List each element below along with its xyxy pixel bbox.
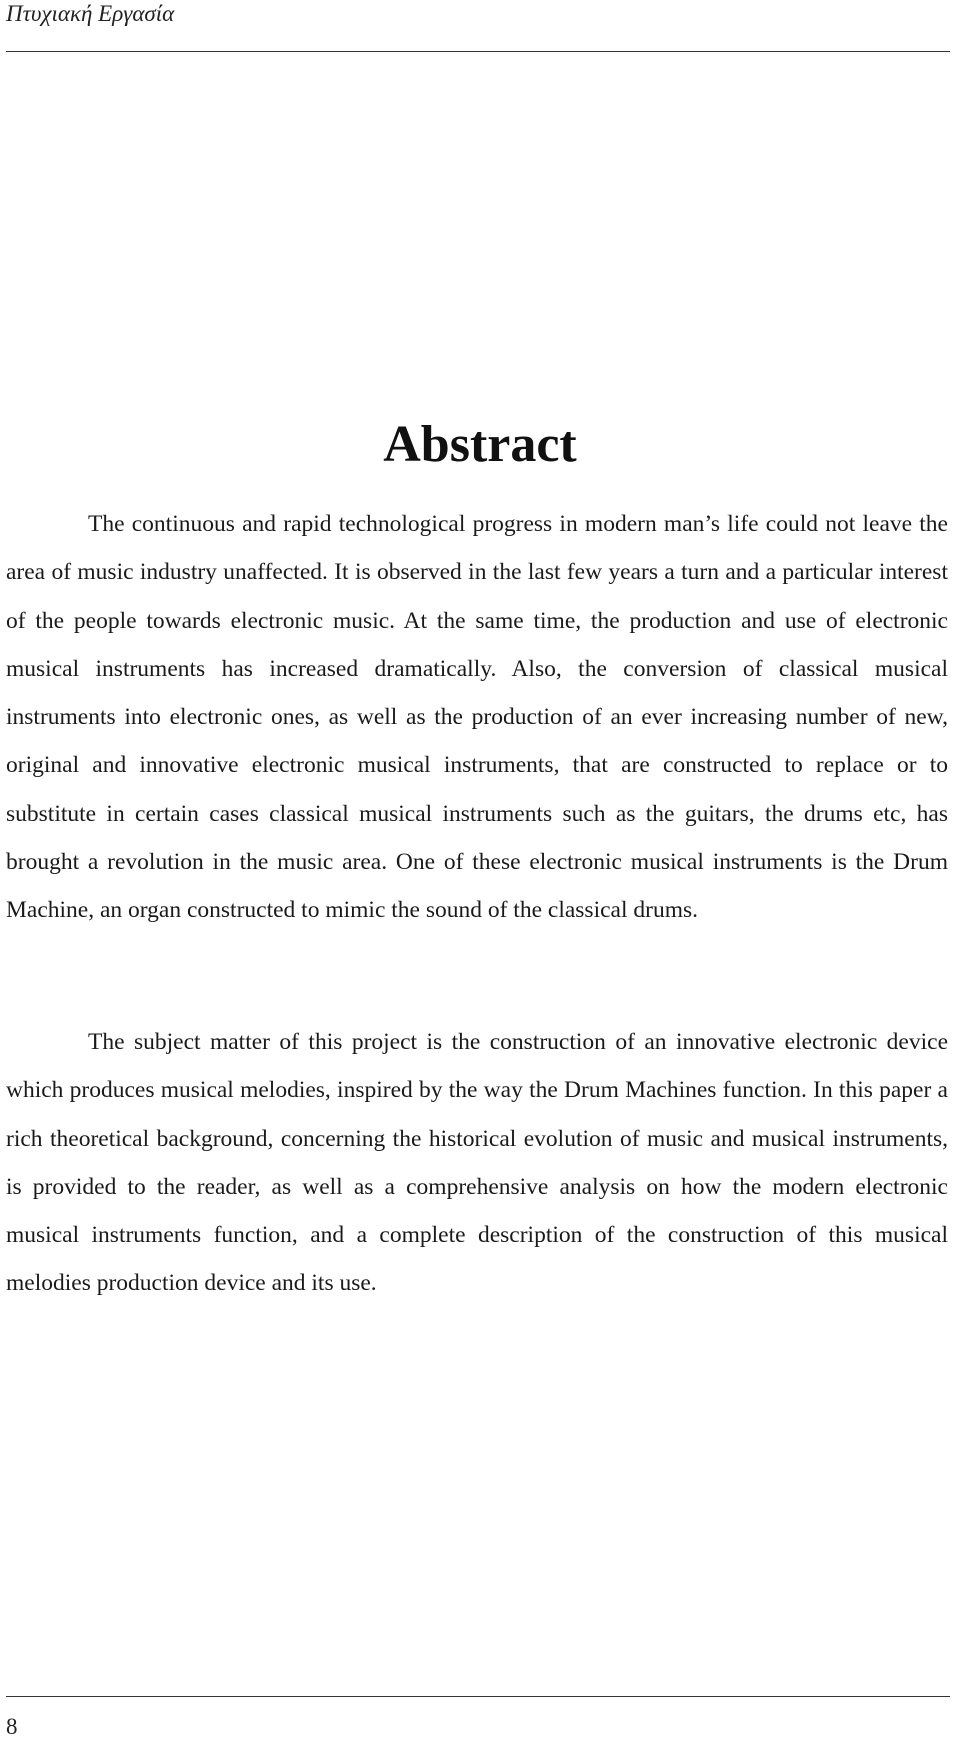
abstract-title: Abstract (383, 415, 577, 473)
abstract-paragraph-1: The continuous and rapid technological progress in modern man’s life could not leave the area of music industry unaffected. It is observed in the last few years a turn and a particular interest of the people towards electronic music. At the same time, the production and use of electronic musical instruments has increased dramatically. Also, the conversion of classical musical instruments into electronic ones, as well as the production of an ever increasing number of new, original and innovative electronic musical instruments, that are constructed to replace or to substitute in certain cases classical musical instruments such as the guitars, the drums etc, has brought a revolution in the music area. One of these electronic musical instruments is the Drum Machine, an organ constructed to mimic the sound of the classical drums. (6, 511, 948, 924)
page-number: 8 (6, 1714, 18, 1739)
running-header-title: Πτυχιακή Εργασία (6, 1, 175, 26)
abstract-paragraph-2: The subject matter of this project is the construction of an innovative electronic device which produces musical melodies, inspired by the way the Drum Machines function. In this paper a rich theoretical background, concerning the historical evolution of music and musical instruments, is provided to the reader, as well as a comprehensive analysis on how the modern electronic musical instruments function, and a complete description of the construction of this musical melodies production device and its use. (6, 1029, 948, 1297)
header-divider (6, 51, 950, 52)
footer-divider (6, 1696, 950, 1697)
